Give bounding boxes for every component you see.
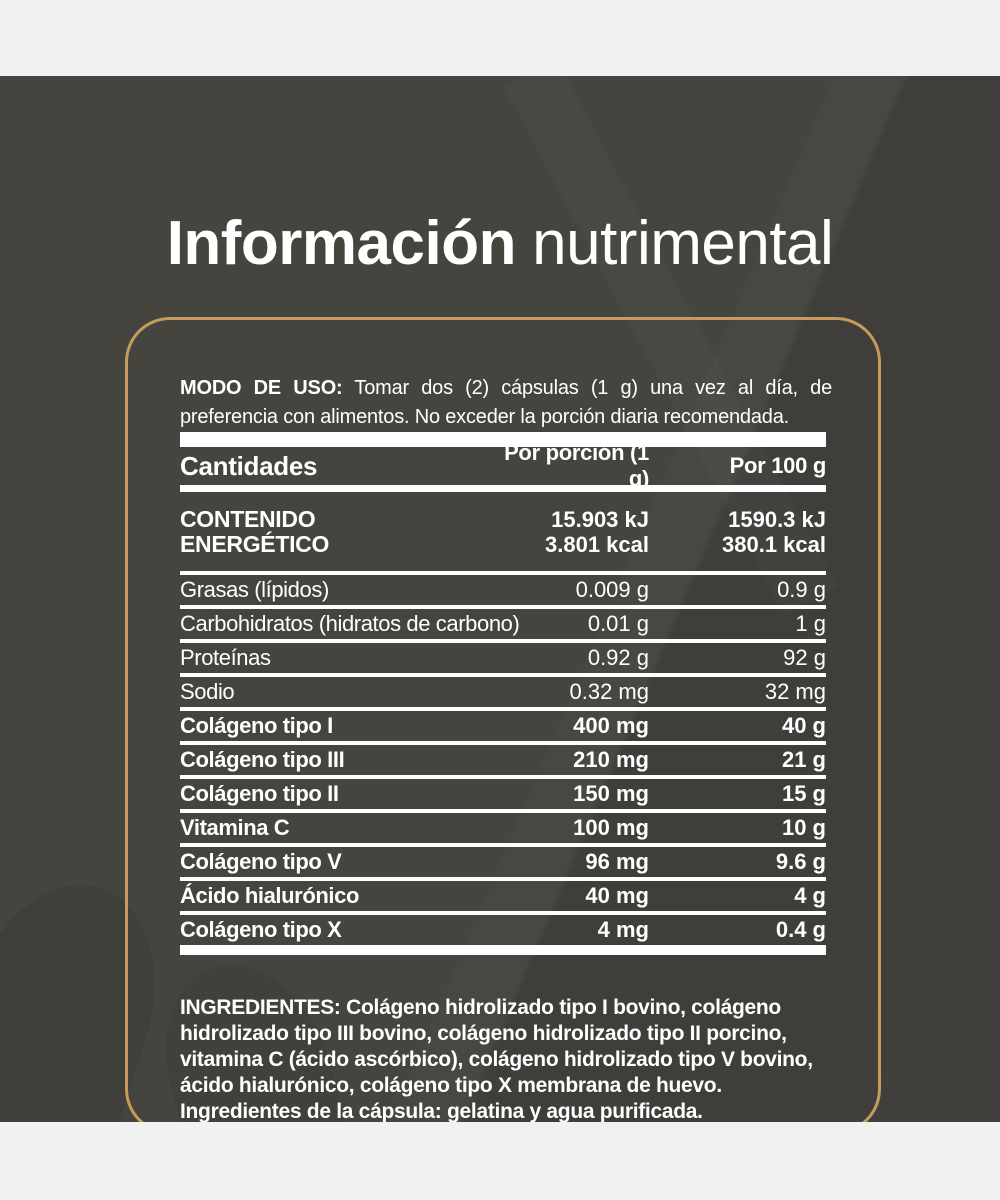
row-label: Grasas (lípidos) xyxy=(180,577,329,602)
row-portion-value: 96 mg xyxy=(585,849,649,874)
row-label: Vitamina C xyxy=(180,815,290,840)
row-label: Ácido hialurónico xyxy=(180,883,359,908)
page-title xyxy=(0,202,1000,286)
row-label: Colágeno tipo V xyxy=(180,849,342,874)
row-portion-value: 100 mg xyxy=(573,815,649,840)
row-100g-value: 4 g xyxy=(794,883,826,908)
table-row-colageno-3 xyxy=(180,741,826,775)
row-100g-value: 15 g xyxy=(781,781,826,806)
table-row-proteinas xyxy=(180,639,826,673)
table-row-colageno-2 xyxy=(180,775,826,809)
row-100g-value: 10 g xyxy=(781,815,826,840)
usage-instructions xyxy=(180,374,832,432)
energy-label xyxy=(180,507,519,557)
energy-100g-kj: 1590.3 kJ xyxy=(728,506,826,532)
table-header-row xyxy=(180,440,826,491)
row-portion-value: 40 mg xyxy=(585,883,649,908)
table-row-energy xyxy=(180,492,826,571)
row-100g-value: 21 g xyxy=(781,747,826,772)
ingredients-text: Colágeno hidrolizado tipo I bovino, colágeno hidrolizado tipo III bovino, colágeno hidrolizado tipo II porcino, vitamina C (ácido ascórbico), colágeno hidrolizado tipo V bovino, ácido hialurónico, colágeno tipo X membrana de huevo. Ingredientes de la cápsula: gelatina y agua purificada. xyxy=(180,996,813,1122)
energy-portion-kcal: 3.801 kcal xyxy=(545,531,649,557)
row-portion-value: 400 mg xyxy=(573,713,649,738)
row-portion-value: 0.01 g xyxy=(587,611,649,636)
row-label: Colágeno tipo X xyxy=(180,917,342,942)
header-per-portion: Por porción (1 g) xyxy=(504,440,649,491)
row-100g-value: 1 g xyxy=(795,611,826,636)
divider-bottom xyxy=(180,945,826,955)
energy-label-line1: CONTENIDO xyxy=(180,505,316,532)
header-per-100g: Por 100 g xyxy=(729,453,826,478)
row-100g-value: 40 g xyxy=(781,713,826,738)
table-row-vitamina-c xyxy=(180,809,826,843)
page-title-bold: Información xyxy=(166,209,516,278)
row-portion-value: 0.009 g xyxy=(575,577,649,602)
energy-label-line2: ENERGÉTICO xyxy=(180,530,330,557)
row-label: Colágeno tipo I xyxy=(180,713,333,738)
row-100g-value: 9.6 g xyxy=(775,849,826,874)
row-100g-value: 92 g xyxy=(783,645,826,670)
energy-100g-kcal: 380.1 kcal xyxy=(722,531,826,557)
ingredients-label: INGREDIENTES: xyxy=(180,996,341,1019)
table-row-carbohidratos xyxy=(180,605,826,639)
energy-portion-kj: 15.903 kJ xyxy=(551,506,649,532)
page-title-light: nutrimental xyxy=(532,209,834,278)
table-row-colageno-5 xyxy=(180,843,826,877)
table-row-grasas xyxy=(180,571,826,605)
header-quantities: Cantidades xyxy=(180,450,318,481)
row-label: Colágeno tipo III xyxy=(180,747,345,772)
table-row-colageno-10 xyxy=(180,911,826,945)
row-portion-value: 210 mg xyxy=(573,747,649,772)
energy-per-100g xyxy=(649,507,826,557)
row-portion-value: 0.92 g xyxy=(587,645,649,670)
row-label: Colágeno tipo II xyxy=(180,781,339,806)
energy-per-portion xyxy=(519,507,649,557)
table-row-colageno-1 xyxy=(180,707,826,741)
table-row-sodio xyxy=(180,673,826,707)
row-label: Carbohidratos (hidratos de carbono) xyxy=(180,611,520,636)
row-100g-value: 0.4 g xyxy=(775,917,826,942)
row-portion-value: 150 mg xyxy=(573,781,649,806)
usage-text: Tomar dos (2) cápsulas (1 g) una vez al día, de preferencia con alimentos. No exceder la porción diaria recomendada. xyxy=(180,377,832,428)
row-portion-value: 4 mg xyxy=(597,917,649,942)
ingredients-paragraph xyxy=(180,995,828,1122)
table-row-acido-hialuronico xyxy=(180,877,826,911)
label-panel xyxy=(0,76,1000,1122)
row-label: Sodio xyxy=(180,679,235,704)
row-100g-value: 0.9 g xyxy=(777,577,826,602)
usage-label: MODO DE USO: xyxy=(180,377,343,399)
row-100g-value: 32 mg xyxy=(764,679,826,704)
nutrition-card xyxy=(125,317,881,1122)
row-portion-value: 0.32 mg xyxy=(569,679,649,704)
row-label: Proteínas xyxy=(180,645,271,670)
nutrition-table xyxy=(180,432,826,955)
